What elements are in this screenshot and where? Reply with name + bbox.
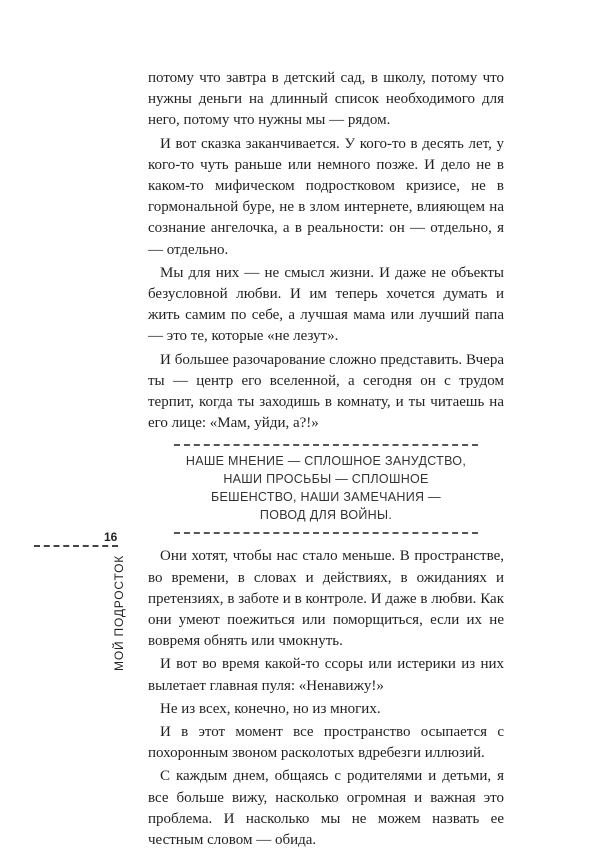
paragraph: Мы для них — не смысл жизни. И даже не объекты безусловной любви. И им теперь хочется думать и жить самим по себе, а лучшая мама или лучший папа — это те, которые «не лезут».	[148, 264, 504, 345]
paragraph: И в этот момент все пространство осыпается с похоронным звоном расколотых вдребезги иллюзий.	[148, 724, 504, 762]
side-divider	[34, 545, 118, 547]
paragraph: И вот сказка заканчивается. У кого-то в десять лет, у кого-то чуть раньше или немного позже. И дело не в каком-то мифическом подростковом кризисе, не в гормональной буре, не в злом интернете, влияющем на сознание ангелочка, а в реальности: он — отдельно, я — отдельно.	[148, 135, 504, 258]
main-text	[148, 68, 504, 851]
pull-quote-line: НАШЕ МНЕНИЕ — СПЛОШНОЕ ЗАНУДСТВО,	[185, 454, 467, 469]
pull-quote-line: ПОВОД ДЛЯ ВОЙНЫ.	[259, 508, 393, 523]
paragraph: И большее разочарование сложно представить. Вчера ты — центр его вселенной, а сегодня он с трудом терпит, когда ты заходишь в комнату, и ты читаешь на его лице: «Мам, уйди, а?!»	[148, 351, 504, 432]
paragraph: Они хотят, чтобы нас стало меньше. В пространстве, во времени, в словах и действиях, в ожиданиях и претензиях, в заботе и в контроле. И даже в любви. Как они умеют поежиться или поморщиться, если их не вовремя обнять или чмокнуть.	[148, 548, 504, 650]
pull-quote-line: БЕШЕНСТВО, НАШИ ЗАМЕЧАНИЯ —	[211, 490, 441, 505]
paragraph: Не из всех, конечно, но из многих.	[160, 700, 381, 717]
pull-quote-line: НАШИ ПРОСЬБЫ — СПЛОШНОЕ	[223, 472, 429, 487]
page-number: 16	[104, 530, 118, 544]
paragraph: С каждым днем, общаясь с родителями и детьми, я все больше вижу, насколько огромная и важная это проблема. И насколько мы не можем назвать ее честным словом — обида.	[148, 768, 504, 849]
pull-quote	[174, 444, 478, 534]
paragraph: потому что завтра в детский сад, в школу, потому что нужны деньги на длинный список необходимого для него, потому что нужны мы — рядом.	[148, 70, 504, 129]
running-title: МОЙ ПОДРОСТОК	[112, 555, 126, 671]
paragraph: И вот во время какой-то ссоры или истерики из них вылетает главная пуля: «Ненавижу!»	[148, 656, 504, 694]
